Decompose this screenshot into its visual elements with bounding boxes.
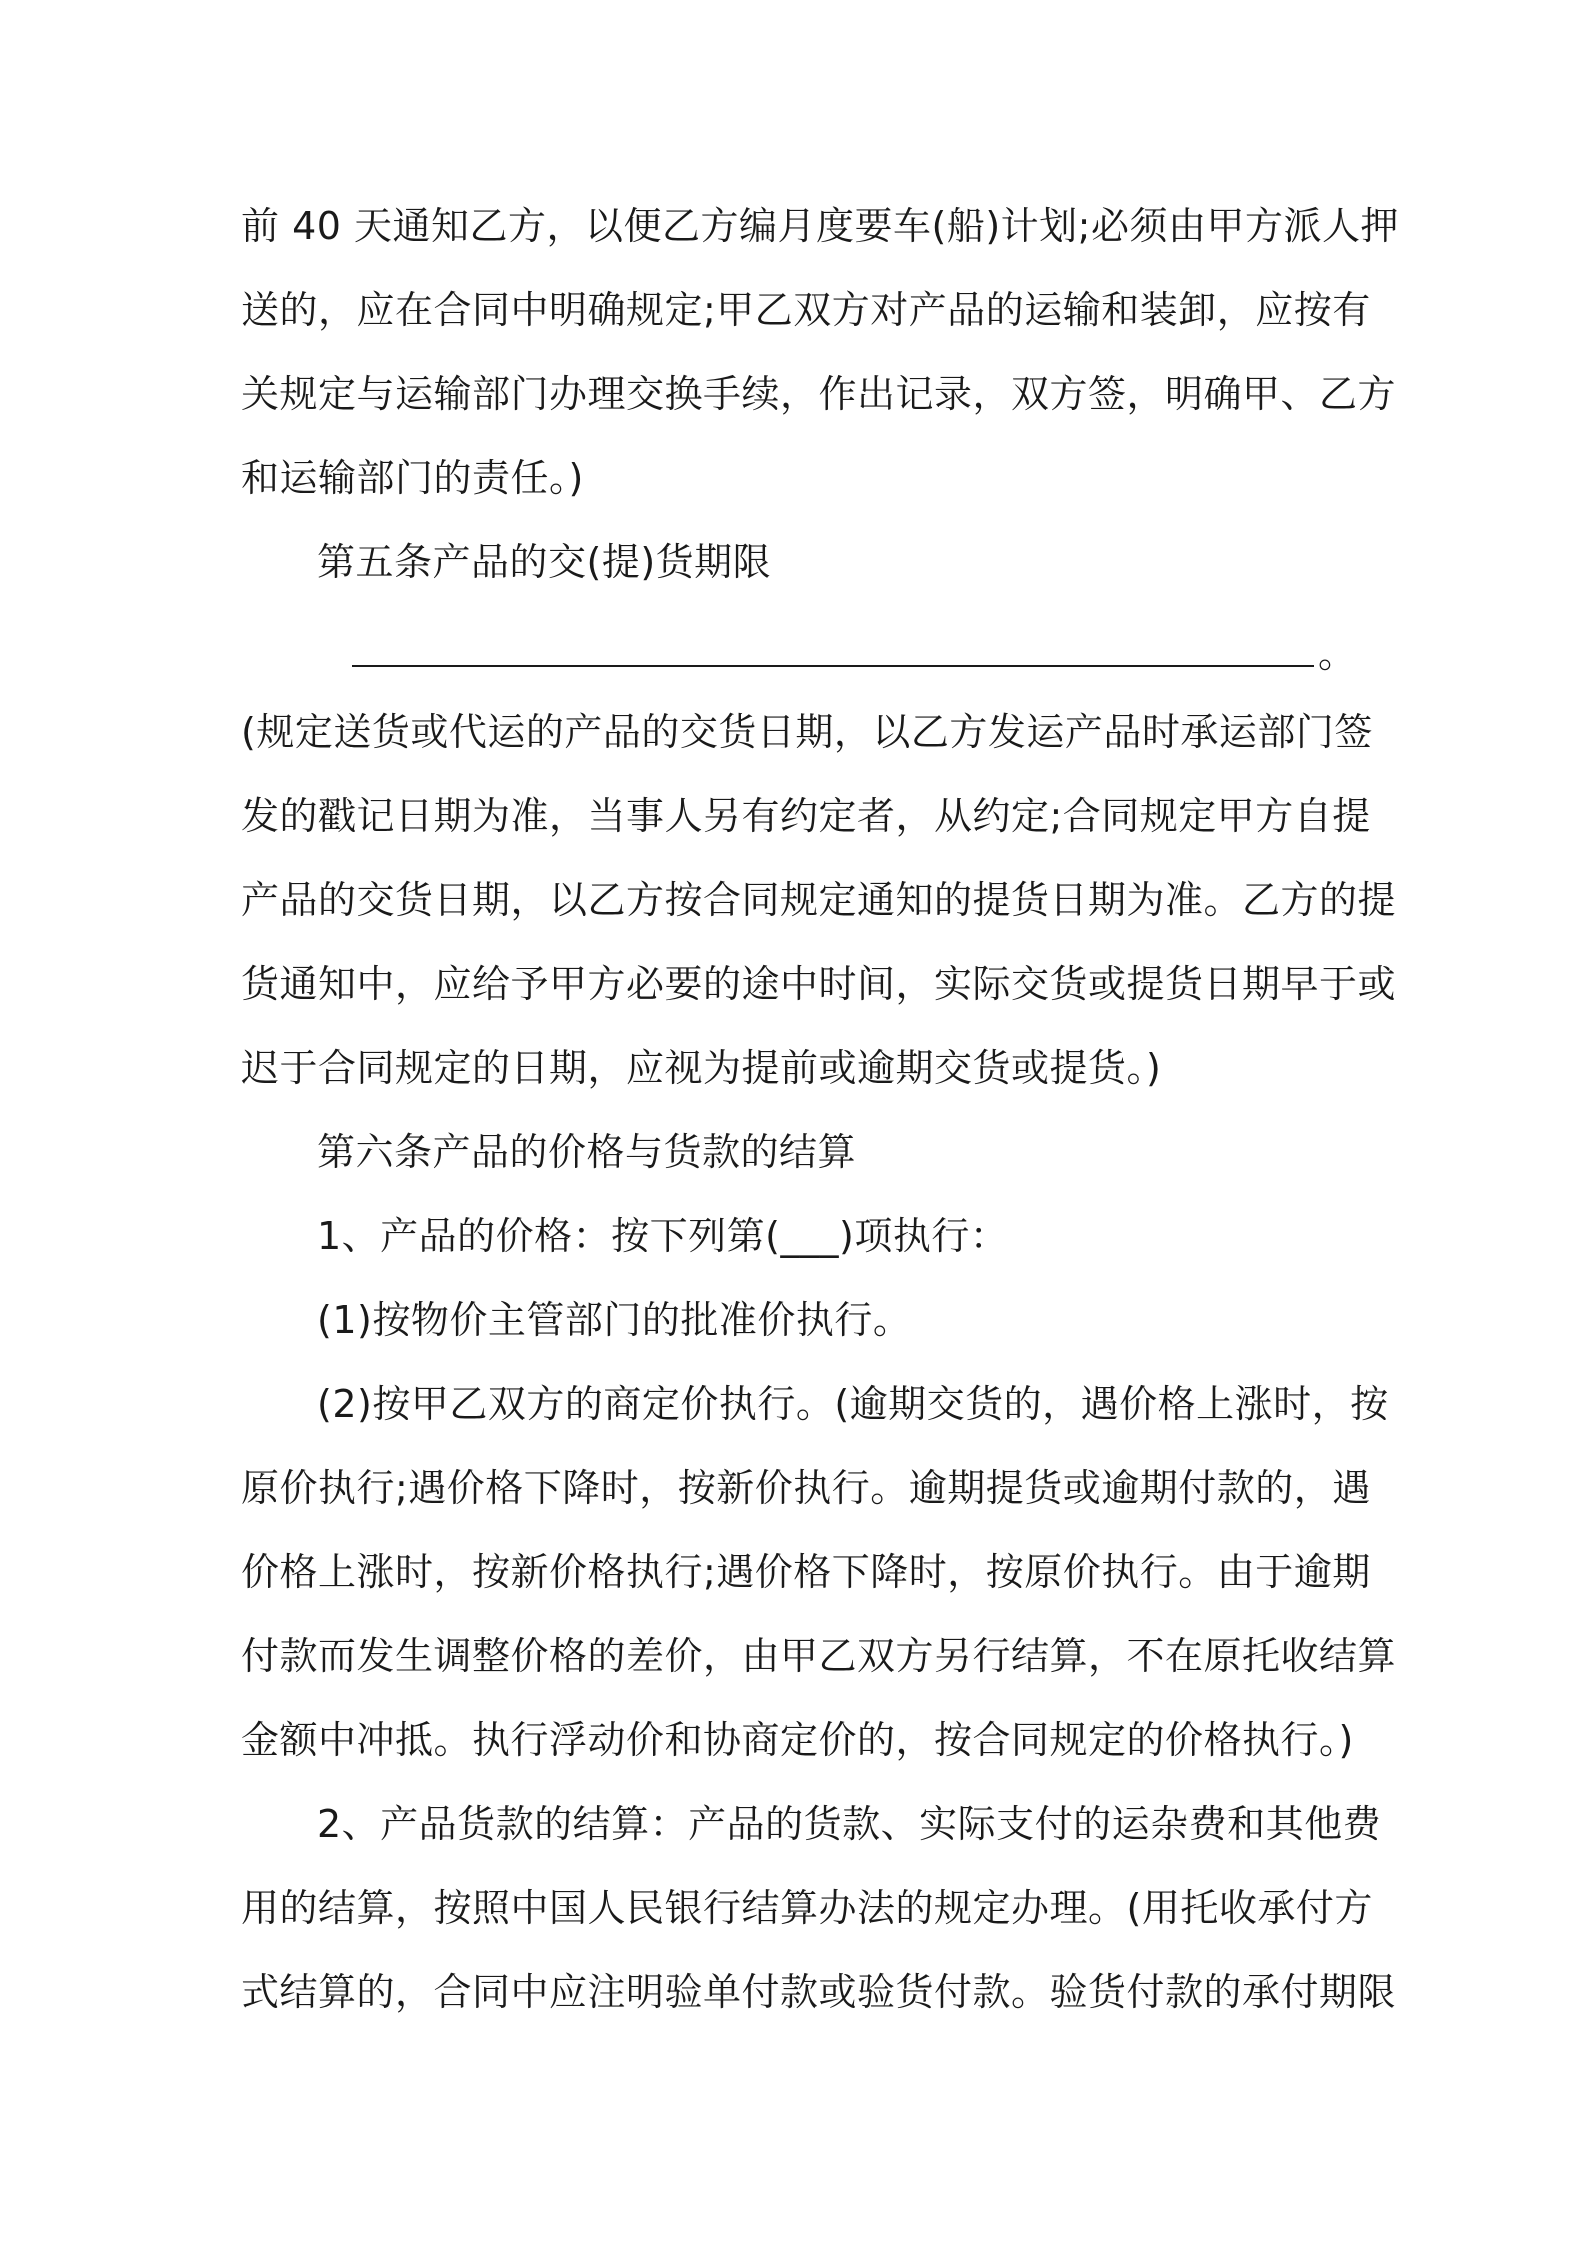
section-heading-article-6: 第六条产品的价格与货款的结算 (317, 1130, 857, 1174)
clause-price-option-2: (2)按甲乙双方的商定价执行。(逾期交货的，遇价格上涨时，按 (317, 1382, 1389, 1426)
paragraph-line: 产品的交货日期，以乙方按合同规定通知的提货日期为准。乙方的提 (241, 878, 1397, 922)
clause-price-option-1: (1)按物价主管部门的批准价执行。 (317, 1298, 912, 1342)
paragraph-line: 用的结算，按照中国人民银行结算办法的规定办理。(用托收承付方 (241, 1886, 1373, 1930)
paragraph-line: (规定送货或代运的产品的交货日期，以乙方发运产品时承运部门签 (241, 710, 1373, 754)
paragraph-line: 发的戳记日期为准，当事人另有约定者，从约定;合同规定甲方自提 (241, 794, 1371, 838)
clause-price-heading: 1、产品的价格：按下列第(___)项执行： (317, 1214, 1009, 1258)
section-heading-article-5: 第五条产品的交(提)货期限 (317, 540, 772, 584)
paragraph-line: 迟于合同规定的日期，应视为提前或逾期交货或提货。) (241, 1046, 1162, 1090)
paragraph-line: 前 40 天通知乙方，以便乙方编月度要车(船)计划;必须由甲方派人押 (241, 204, 1399, 248)
paragraph-line: 送的，应在合同中明确规定;甲乙双方对产品的运输和装卸，应按有 (241, 288, 1371, 332)
blank-line-period: 。 (1318, 632, 1357, 676)
paragraph-line: 金额中冲抵。执行浮动价和协商定价的，按合同规定的价格执行。) (241, 1718, 1354, 1762)
blank-underline (352, 635, 1314, 667)
clause-settlement-heading: 2、产品货款的结算：产品的货款、实际支付的运杂费和其他费 (317, 1802, 1382, 1846)
paragraph-line: 付款而发生调整价格的差价，由甲乙双方另行结算，不在原托收结算 (241, 1634, 1397, 1678)
fill-in-blank-line (352, 612, 1356, 696)
paragraph-line: 原价执行;遇价格下降时，按新价执行。逾期提货或逾期付款的，遇 (241, 1466, 1371, 1510)
paragraph-line: 货通知中，应给予甲方必要的途中时间，实际交货或提货日期早于或 (241, 962, 1397, 1006)
paragraph-line: 和运输部门的责任。) (241, 456, 584, 500)
paragraph-line: 关规定与运输部门办理交换手续，作出记录，双方签，明确甲、乙方 (241, 372, 1397, 416)
paragraph-line: 价格上涨时，按新价格执行;遇价格下降时，按原价执行。由于逾期 (241, 1550, 1371, 1594)
paragraph-line: 式结算的，合同中应注明验单付款或验货付款。验货付款的承付期限 (241, 1970, 1397, 2014)
